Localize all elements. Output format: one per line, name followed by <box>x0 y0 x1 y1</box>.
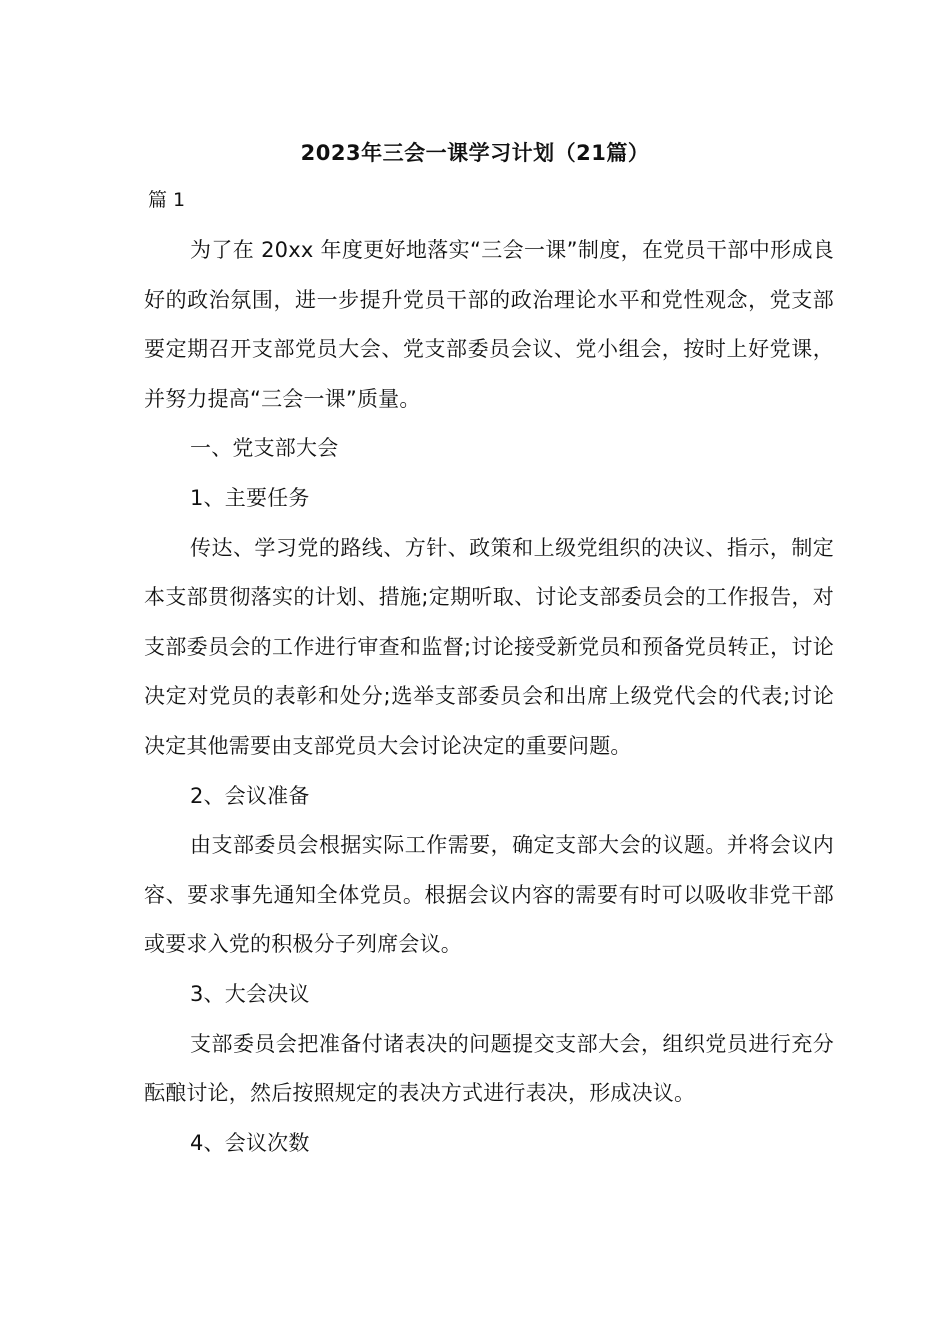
subheading-meeting-frequency: 4、会议次数 <box>190 1130 310 1155</box>
section-label: 篇 1 <box>148 189 186 211</box>
meeting-preparation-paragraph: 由支部委员会根据实际工作需要，确定支部大会的议题。并将会议内容、要求事先通知全体党员。根据会议内容的需要有时可以吸收非党干部或要求入党的积极分子列席会议。 <box>144 833 834 957</box>
heading-party-branch-meeting: 一、党支部大会 <box>190 436 339 461</box>
document-title: 2023年三会一课学习计划（21篇） <box>300 141 650 165</box>
subheading-meeting-resolution: 3、大会决议 <box>190 981 310 1006</box>
document-body <box>144 226 834 1168</box>
main-tasks-paragraph: 传达、学习党的路线、方针、政策和上级党组织的决议、指示，制定本支部贯彻落实的计划、措施;定期听取、讨论支部委员会的工作报告，对支部委员会的工作进行审查和监督;讨论接受新党员和预备党员转正，讨论决定对党员的表彰和处分;选举支部委员会和出席上级党代会的代表;讨论决定其他需要由支部党员大会讨论决定的重要问题。 <box>144 535 834 758</box>
subheading-main-tasks: 1、主要任务 <box>190 485 310 510</box>
intro-paragraph: 为了在 20xx 年度更好地落实“三会一课”制度，在党员干部中形成良好的政治氛围，进一步提升党员干部的政治理论水平和党性观念，党支部要定期召开支部党员大会、党支部委员会议、党小组会，按时上好党课，并努力提高“三会一课”质量。 <box>144 238 834 411</box>
meeting-resolution-paragraph: 支部委员会把准备付诸表决的问题提交支部大会，组织党员进行充分酝酿讨论，然后按照规定的表决方式进行表决，形成决议。 <box>144 1031 834 1106</box>
subheading-meeting-preparation: 2、会议准备 <box>190 783 310 808</box>
